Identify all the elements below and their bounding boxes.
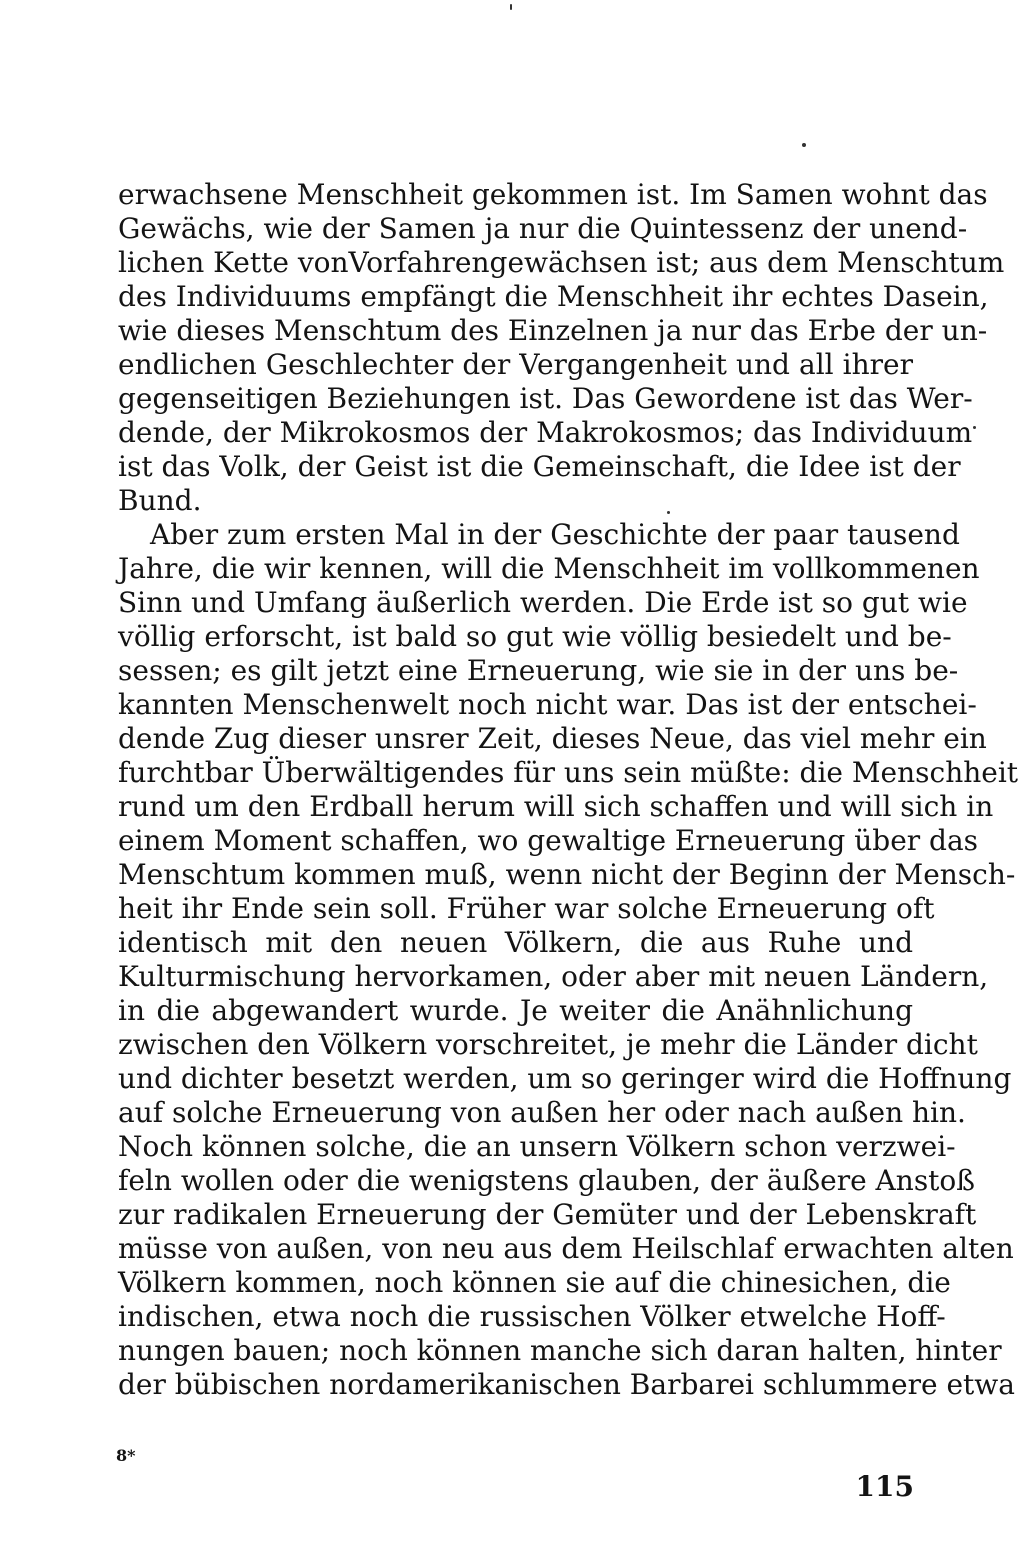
text-line: indischen, etwa noch die russischen Völker etwelche Hoff-: [118, 1300, 946, 1333]
text-line: endlichen Geschlechter der Vergangenheit und all ihrer: [118, 348, 913, 381]
text-line: nungen bauen; noch können manche sich daran halten, hinter: [118, 1334, 1002, 1367]
paragraph-first-line: Aber zum ersten Mal in der Geschichte der paar tausend: [150, 518, 960, 551]
text-line: feln wollen oder die wenigstens glauben, der äußere Anstoß: [118, 1164, 975, 1197]
text-line: rund um den Erdball herum will sich schaffen und will sich in: [118, 790, 994, 823]
text-line: völlig erforscht, ist bald so gut wie völlig besiedelt und be-: [118, 620, 952, 653]
text-line: Gewächs, wie der Samen ja nur die Quintessenz der unend-: [118, 212, 968, 245]
text-line: heit ihr Ende sein soll. Früher war solche Erneuerung oft: [118, 892, 935, 925]
text-line: zur radikalen Erneuerung der Gemüter und der Lebenskraft: [118, 1198, 977, 1231]
page-number: 115: [855, 1470, 914, 1503]
ink-speck: [973, 426, 976, 429]
text-line: Noch können solche, die an unsern Völkern schon verzwei-: [118, 1130, 956, 1163]
text-line: auf solche Erneuerung von außen her oder nach außen hin.: [118, 1096, 966, 1129]
text-line: identisch mit den neuen Völkern, die aus Ruhe und: [118, 926, 913, 959]
text-line: erwachsene Menschheit gekommen ist. Im Samen wohnt das: [118, 178, 988, 211]
text-line: in die abgewandert wurde. Je weiter die Anähnlichung: [118, 994, 913, 1027]
ink-speck: [510, 4, 512, 10]
text-line: ist das Volk, der Geist ist die Gemeinschaft, die Idee ist der: [118, 450, 961, 483]
text-line: Menschtum kommen muß, wenn nicht der Beginn der Mensch-: [118, 858, 1016, 891]
text-line: Sinn und Umfang äußerlich werden. Die Erde ist so gut wie: [118, 586, 968, 619]
text-line: einem Moment schaffen, wo gewaltige Erneuerung über das: [118, 824, 979, 857]
text-line: der bübischen nordamerikanischen Barbarei schlummere etwa: [118, 1368, 1015, 1401]
text-line: sessen; es gilt jetzt eine Erneuerung, wie sie in der uns be-: [118, 654, 959, 687]
text-line: müsse von außen, von neu aus dem Heilschlaf erwachten alten: [118, 1232, 1014, 1265]
text-line: kannten Menschenwelt noch nicht war. Das ist der entschei-: [118, 688, 977, 721]
text-line: und dichter besetzt werden, um so geringer wird die Hoffnung: [118, 1062, 1012, 1095]
text-line: Bund.: [118, 484, 202, 517]
text-line: gegenseitigen Beziehungen ist. Das Gewordene ist das Wer-: [118, 382, 973, 415]
text-line: dende, der Mikrokosmos der Makrokosmos; das Individuum: [118, 416, 973, 449]
text-line: zwischen den Völkern vorschreitet, je mehr die Länder dicht: [118, 1028, 978, 1061]
ink-speck: [802, 143, 806, 147]
text-line: Kulturmischung hervorkamen, oder aber mit neuen Ländern,: [118, 960, 989, 993]
text-line: Völkern kommen, noch können sie auf die chinesichen, die: [118, 1266, 951, 1299]
text-line: furchtbar Überwältigendes für uns sein müßte: die Menschheit: [118, 756, 1018, 789]
text-line: dende Zug dieser unsrer Zeit, dieses Neue, das viel mehr ein: [118, 722, 987, 755]
text-line: wie dieses Menschtum des Einzelnen ja nur das Erbe der un-: [118, 314, 988, 347]
body-text: [118, 178, 1018, 1402]
text-line: Jahre, die wir kennen, will die Menschheit im vollkommenen: [118, 552, 980, 585]
text-line: des Individuums empfängt die Menschheit ihr echtes Dasein,: [118, 280, 989, 313]
text-line: lichen Kette vonVorfahrengewächsen ist; aus dem Menschtum: [118, 246, 1005, 279]
signature-mark: 8*: [116, 1446, 136, 1465]
